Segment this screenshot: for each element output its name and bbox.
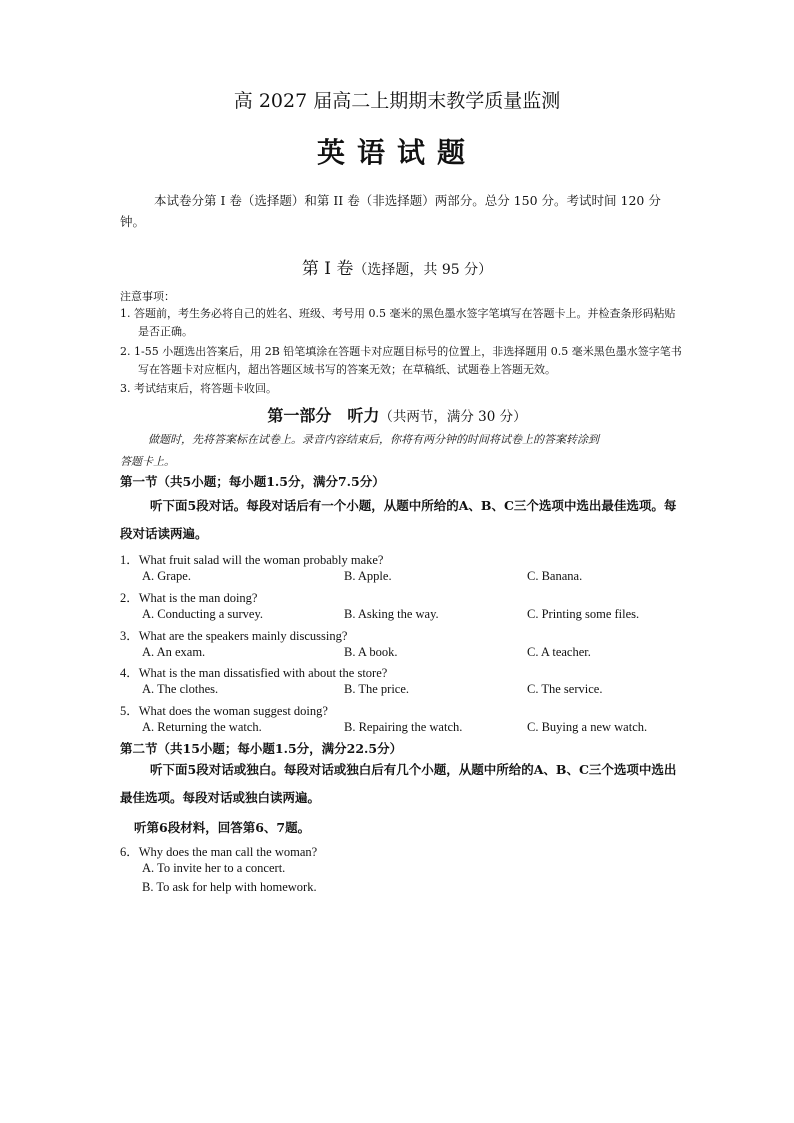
note-1 bbox=[120, 305, 675, 341]
question-5-option-c: C. Buying a new watch. bbox=[527, 720, 648, 734]
question-3-option-a: A. An exam. bbox=[142, 645, 206, 659]
note-1-line-a: 1. 答题前，考生务必将自己的姓名、班级、考号用 0.5 毫米的黑色墨水签字笔填写在答题卡上。并检查条形码粘贴 bbox=[120, 307, 676, 320]
volume-title: 第 Ⅰ 卷 bbox=[301, 259, 354, 279]
notes-heading: 注意事项： bbox=[120, 290, 175, 303]
question-1-option-a: A. Grape. bbox=[142, 569, 191, 583]
material-6-instruction: 听第6段材料，回答第6、7题。 bbox=[134, 820, 311, 835]
question-2-stem: 2．What is the man doing? bbox=[120, 591, 258, 605]
note-1-line-b: 是否正确。 bbox=[138, 325, 193, 338]
question-3-stem: 3．What are the speakers mainly discussing? bbox=[120, 629, 348, 643]
section2-title: 第二节（共15小题；每小题1.5分，满分22.5分） bbox=[120, 741, 403, 756]
part1-title: 第一部分 听力 bbox=[267, 406, 380, 425]
volume-heading bbox=[0, 254, 794, 279]
question-4-stem: 4．What is the man dissatisfied with about the store? bbox=[120, 666, 388, 680]
part1-instruction-a: 做题时，先将答案标在试卷上。录音内容结束后，你将有两分钟的时间将试卷上的答案转涂到 bbox=[148, 433, 599, 446]
note-2-line-a: 2. 1-55 小题选出答案后，用 2B 铅笔填涂在答题卡对应题目标号的位置上，非选择题用 0.5 毫米黑色墨水签字笔书 bbox=[120, 345, 682, 358]
question-5-option-b: B. Repairing the watch. bbox=[344, 720, 463, 734]
question-4-option-a: A. The clothes. bbox=[142, 682, 219, 696]
part1-subtitle: （共两节，满分 30 分） bbox=[379, 409, 527, 425]
question-6-option-a: A. To invite her to a concert. bbox=[142, 861, 286, 875]
section1-instruction: 听下面5段对话。每段对话后有一个小题，从题中所给的A、B、C三个选项中选出最佳选项。每段对话读两遍。 bbox=[120, 498, 677, 541]
question-3-option-b: B. A book. bbox=[344, 645, 398, 659]
question-5-stem: 5．What does the woman suggest doing? bbox=[120, 704, 328, 718]
question-1-option-c: C. Banana. bbox=[527, 569, 583, 583]
section1-title: 第一节（共5小题；每小题1.5分，满分7.5分） bbox=[120, 474, 385, 489]
subject-title: 英语试题 bbox=[316, 136, 477, 169]
question-2-option-b: B. Asking the way. bbox=[344, 607, 439, 621]
intro-text: 本试卷分第 I 卷（选择题）和第 II 卷（非选择题）两部分。总分 150 分。考试时间 120 分钟。 bbox=[120, 193, 661, 229]
question-2-option-a: A. Conducting a survey. bbox=[142, 607, 264, 621]
section2-instruction: 听下面5段对话或独白。每段对话或独白后有几个小题，从题中所给的A、B、C三个选项中选出最佳选项。每段对话或独白读两遍。 bbox=[120, 762, 677, 805]
note-3: 3. 考试结束后，将答题卡收回。 bbox=[120, 382, 277, 395]
question-2-option-c: C. Printing some files. bbox=[527, 607, 640, 621]
question-6-stem: 6．Why does the man call the woman? bbox=[120, 845, 318, 859]
part1-heading bbox=[0, 403, 794, 426]
note-2-line-b: 写在答题卡对应框内，超出答题区域书写的答案无效；在草稿纸、试题卷上答题无效。 bbox=[138, 363, 556, 376]
question-1-stem: 1．What fruit salad will the woman probably make? bbox=[120, 553, 384, 567]
note-2 bbox=[120, 343, 682, 379]
exam-title: 高 2027 届高二上期期末教学质量监测 bbox=[233, 90, 561, 112]
question-6-option-b: B. To ask for help with homework. bbox=[142, 880, 317, 894]
question-5-option-a: A. Returning the watch. bbox=[142, 720, 262, 734]
volume-subtitle: （选择题，共 95 分） bbox=[353, 262, 493, 278]
question-4-option-c: C. The service. bbox=[527, 682, 603, 696]
question-1-option-b: B. Apple. bbox=[344, 569, 392, 583]
question-4-option-b: B. The price. bbox=[344, 682, 410, 696]
question-3-option-c: C. A teacher. bbox=[527, 645, 591, 659]
part1-instruction-b: 答题卡上。 bbox=[120, 455, 175, 468]
